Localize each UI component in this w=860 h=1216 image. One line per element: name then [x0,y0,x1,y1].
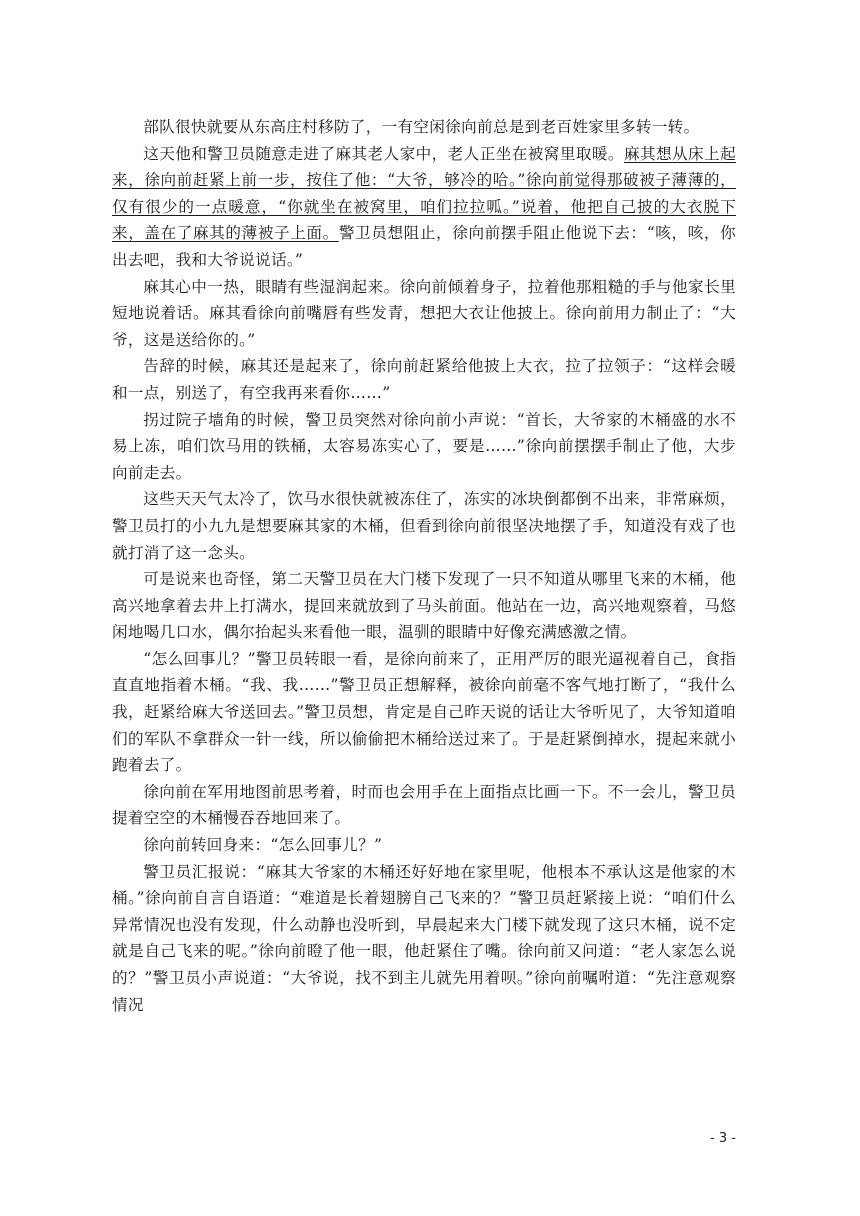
paragraph [112,141,736,274]
paragraph [112,779,736,832]
page-number: - 3 - [710,1131,736,1146]
text-segment: 徐向前在军用地图前思考着，时而也会用手在上面指点比画一下。不一会儿，警卫员提着空空的木桶慢吞吞地回来了。 [112,782,736,828]
body-text [112,114,736,1018]
text-segment: 这天他和警卫员随意走进了麻其老人家中，老人正坐在被窝里取暖。 [143,144,624,163]
text-segment: 拐过院子墙角的时候，警卫员突然对徐向前小声说：“首长，大爷家的木桶盛的水不易上冻，咱们饮马用的铁桶，太容易冻实心了，要是……”徐向前摆摆手制止了他，大步向前走去。 [112,410,736,482]
text-segment: 警卫员汇报说：“麻其大爷家的木桶还好好地在家里呢，他根本不承认这是他家的木桶。”徐向前自言自语道：“难道是长着翅膀自己飞来的？”警卫员赶紧接上说：“咱们什么异常情况也没有发现，什么动静也没听到，早晨起来大门楼下就发现了这只木桶，说不定就是自己飞来的呢。”徐向前瞪了他一眼，他赶紧住了嘴。徐向前又问道：“老人家怎么说的？”警卫员小声说道：“大爷说，找不到主儿就先用着呗。”徐向前嘱咐道：“先注意观察情况 [112,862,736,1014]
paragraph [112,114,736,141]
paragraph [112,832,736,859]
paragraph [112,407,736,487]
text-segment: 部队很快就要从东高庄村移防了，一有空闲徐向前总是到老百姓家里多转一转。 [143,118,700,136]
underlined-text-segment: 麻其想从床上起来，徐向前赶紧上前一步，按住了他：“大爷，够冷的哈。”徐向前觉得那破被子薄薄的，仅有很少的一点暖意，“你就坐在被窝里，咱们拉拉呱。”说着，他把自己披的大衣脱下来，盖在了麻其的薄被子上面。 [112,144,736,243]
text-segment: 警卫员想阻止，徐向前摆手阻止他说下去：“咳，咳，你出去吧，我和大爷说说话。” [112,224,736,269]
document-page [112,114,736,1018]
text-segment: 可是说来也奇怪，第二天警卫员在大门楼下发现了一只不知道从哪里飞来的木桶，他高兴地拿着去井上打满水，提回来就放到了马头前面。他站在一边，高兴地观察着，马悠闲地喝几口水，偶尔抬起头来看他一眼，温驯的眼睛中好像充满感激之情。 [112,570,736,642]
paragraph [112,646,736,779]
text-segment: “怎么回事儿？”警卫员转眼一看，是徐向前来了，正用严厉的眼光逼视着自己，食指直直地指着木桶。“我、我……”警卫员正想解释，被徐向前毫不客气地打断了，“我什么我，赶紧给麻大爷送回去。”警卫员想，肯定是自己昨天说的话让大爷听见了，大爷知道咱们的军队不拿群众一针一线，所以偷偷把木桶给送过来了。于是赶紧倒掉水，提起来就小跑着去了。 [112,649,736,775]
paragraph [112,274,736,354]
paragraph [112,353,736,406]
paragraph [112,859,736,1019]
text-segment: 告辞的时候，麻其还是起来了，徐向前赶紧给他披上大衣，拉了拉领子：“这样会暖和一点，别送了，有空我再来看你……” [112,357,736,402]
text-segment: 徐向前转回身来：“怎么回事儿？” [143,836,383,855]
paragraph [112,566,736,646]
text-segment: 麻其心中一热，眼睛有些湿润起来。徐向前倾着身子，拉着他那粗糙的手与他家长里短地说着话。麻其看徐向前嘴唇有些发青，想把大衣让他披上。徐向前用力制止了：“大爷，这是送给你的。” [112,277,736,349]
paragraph [112,486,736,566]
text-segment: 这些天天气太冷了，饮马水很快就被冻住了，冻实的冰块倒都倒不出来，非常麻烦，警卫员打的小九九是想要麻其家的木桶，但看到徐向前很坚决地摆了手，知道没有戏了也就打消了这一念头。 [112,490,736,562]
